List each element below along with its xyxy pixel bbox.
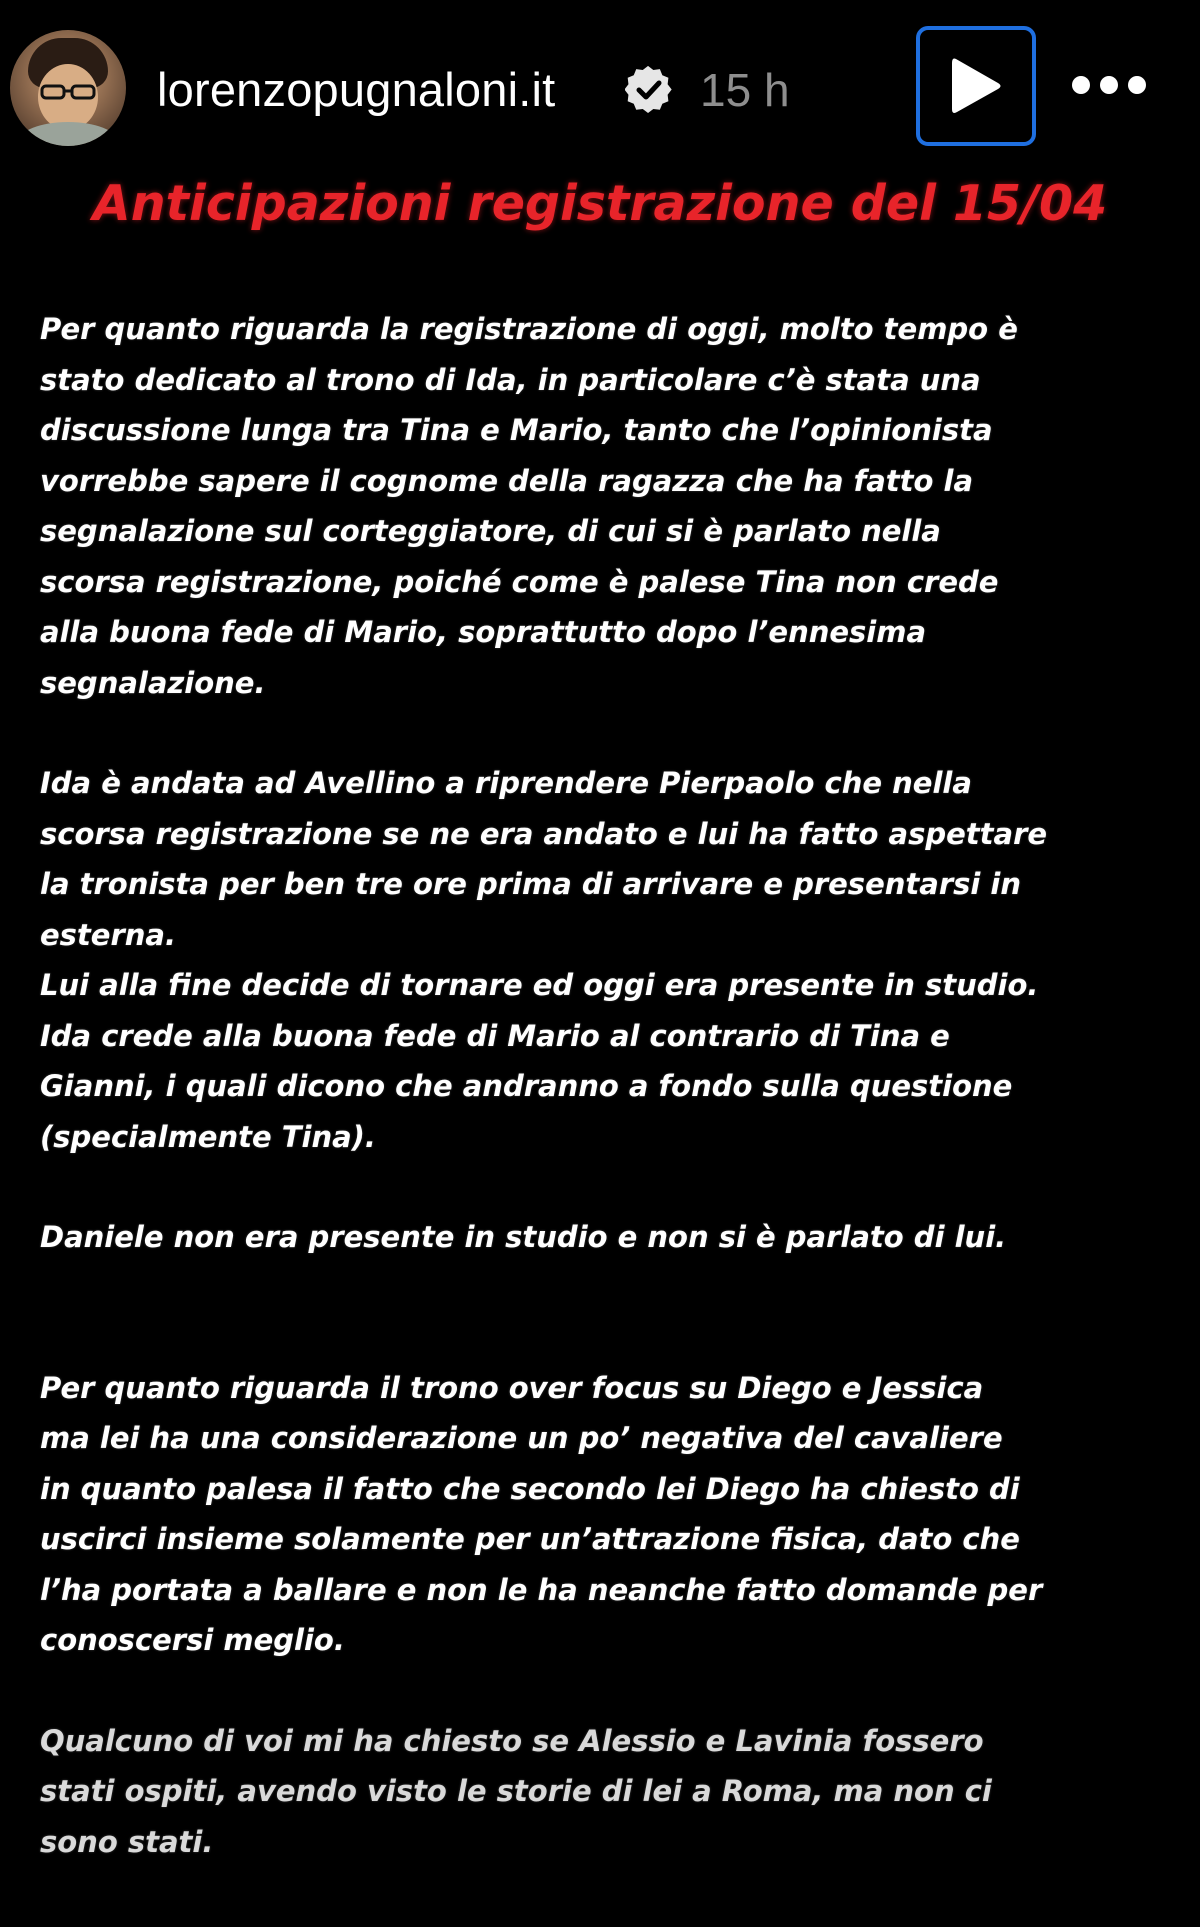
story-line: Lui alla fine decide di tornare ed oggi era presente in studio. bbox=[40, 968, 1039, 1002]
story-paragraph-5 bbox=[40, 1716, 1180, 1868]
story-line: Daniele non era presente in studio e non si è parlato di lui. bbox=[40, 1220, 1007, 1254]
more-horizontal-icon bbox=[1069, 73, 1149, 97]
story-line: Per quanto riguarda il trono over focus su Diego e Jessica bbox=[40, 1370, 984, 1405]
more-options-button[interactable] bbox=[1064, 60, 1154, 110]
story-line: sono stati. bbox=[40, 1824, 214, 1859]
story-paragraph-3 bbox=[40, 1212, 1180, 1263]
story-line: scorsa registrazione se ne era andato e lui ha fatto aspettare bbox=[40, 816, 1048, 851]
story-body bbox=[40, 304, 1180, 1867]
username-link[interactable]: lorenzopugnaloni.it bbox=[157, 63, 556, 116]
story-line: in quanto palesa il fatto che secondo lei Diego ha chiesto di bbox=[40, 1471, 1020, 1506]
story-paragraph-1 bbox=[40, 304, 1180, 708]
story-line: ma lei ha una considerazione un po’ negativa del cavaliere bbox=[40, 1421, 1003, 1455]
story-paragraph-4 bbox=[40, 1363, 1180, 1666]
paragraph-spacer bbox=[40, 708, 1180, 758]
avatar[interactable] bbox=[10, 30, 126, 146]
story-line: (specialmente Tina). bbox=[40, 1119, 376, 1154]
play-icon bbox=[948, 55, 1004, 117]
story-line: segnalazione sul corteggiatore, di cui si è parlato nella bbox=[40, 514, 941, 548]
story-line: uscirci insieme solamente per un’attrazione fisica, dato che bbox=[40, 1522, 1020, 1556]
post-timestamp: 15 h bbox=[700, 64, 790, 116]
verified-badge-icon bbox=[625, 66, 673, 114]
paragraph-spacer bbox=[40, 1666, 1180, 1716]
avatar-glasses bbox=[40, 84, 96, 100]
story-paragraph-2 bbox=[40, 758, 1180, 1162]
story-line: vorrebbe sapere il cognome della ragazza che ha fatto la bbox=[40, 463, 974, 498]
story-line: Gianni, i quali dicono che andranno a fondo sulla questione bbox=[40, 1069, 1013, 1103]
story-line: Per quanto riguarda la registrazione di oggi, molto tempo è bbox=[40, 312, 1018, 346]
paragraph-spacer bbox=[40, 1162, 1180, 1212]
paragraph-spacer bbox=[40, 1263, 1180, 1363]
story-line: conoscersi meglio. bbox=[40, 1623, 345, 1657]
play-button[interactable] bbox=[916, 26, 1036, 146]
story-line: l’ha portata a ballare e non le ha neanche fatto domande per bbox=[40, 1572, 1043, 1607]
story-title: Anticipazioni registrazione del 15/04 bbox=[92, 175, 1108, 232]
story-line: alla buona fede di Mario, soprattutto dopo l’ennesima bbox=[40, 615, 927, 649]
story-line: esterna. bbox=[40, 917, 176, 952]
story-header bbox=[0, 0, 1200, 175]
story-line: scorsa registrazione, poiché come è palese Tina non crede bbox=[40, 564, 999, 599]
avatar-shirt bbox=[18, 122, 118, 146]
story-line: la tronista per ben tre ore prima di arrivare e presentarsi in bbox=[40, 867, 1022, 901]
story-line: stato dedicato al trono di Ida, in particolare c’è stata una bbox=[40, 362, 981, 397]
story-line: Qualcuno di voi mi ha chiesto se Alessio e Lavinia fossero bbox=[40, 1723, 984, 1758]
story-line: segnalazione. bbox=[40, 665, 266, 700]
story-line: Ida è andata ad Avellino a riprendere Pierpaolo che nella bbox=[40, 766, 972, 800]
story-line: discussione lunga tra Tina e Mario, tanto che l’opinionista bbox=[40, 413, 993, 447]
story-line: stati ospiti, avendo visto le storie di lei a Roma, ma non ci bbox=[40, 1774, 992, 1808]
story-line: Ida crede alla buona fede di Mario al contrario di Tina e bbox=[40, 1018, 950, 1053]
